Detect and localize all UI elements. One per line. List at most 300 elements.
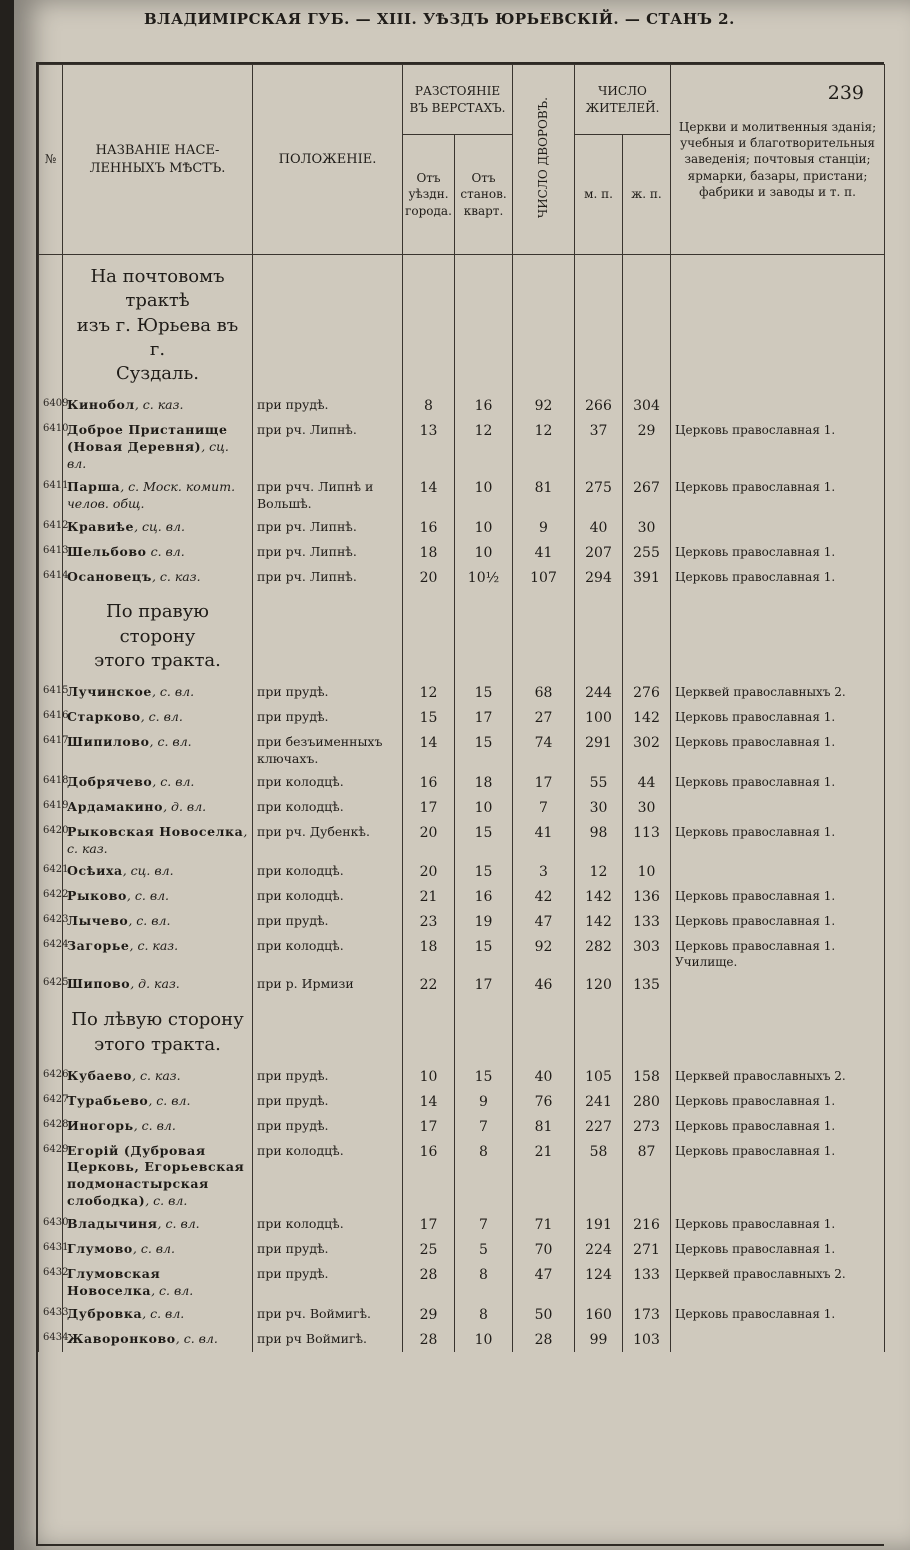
dvory-cell: 71: [513, 1213, 575, 1238]
settlement-name: Доброе Пристанище (Новая Деревня): [67, 422, 228, 455]
settlement-name: Старково: [67, 709, 141, 725]
settlement-name-cell: [63, 796, 253, 821]
distance-town-cell: 16: [403, 516, 455, 541]
empty-cell: [671, 255, 885, 395]
settlement-type: , д. вл.: [163, 798, 207, 814]
position-cell: при колодцѣ.: [253, 771, 403, 796]
distance-town-cell: 28: [403, 1328, 455, 1353]
entry-number: 6431: [39, 1238, 63, 1263]
notes-cell: Церковь православная 1.: [671, 566, 885, 591]
distance-town-cell: 8: [403, 394, 455, 419]
female-cell: 255: [623, 541, 671, 566]
settlement-name-cell: [63, 681, 253, 706]
notes-cell: Церквей православныхъ 2.: [671, 681, 885, 706]
entry-number: 6412: [39, 516, 63, 541]
header-dvory: [513, 65, 575, 255]
settlement-type: , с. вл.: [151, 684, 195, 700]
settlement-name: Шипово: [67, 976, 131, 992]
notes-cell: Церковь православная 1.: [671, 541, 885, 566]
section-heading-line: этого тракта.: [94, 1033, 221, 1055]
dvory-cell: 76: [513, 1090, 575, 1115]
position-cell: при колодцѣ.: [253, 860, 403, 885]
notes-cell: [671, 973, 885, 998]
settlement-name-cell: [63, 910, 253, 935]
dvory-cell: 70: [513, 1238, 575, 1263]
position-cell: при рч. Липнѣ.: [253, 566, 403, 591]
entry-number: 6421: [39, 860, 63, 885]
dvory-cell: 46: [513, 973, 575, 998]
settlement-name-cell: [63, 419, 253, 476]
position-cell: при рч. Дубенкѣ.: [253, 821, 403, 861]
distance-station-cell: 15: [455, 860, 513, 885]
section-num-cell: [39, 590, 63, 681]
position-cell: при колодцѣ.: [253, 935, 403, 973]
notes-cell: Церквей православныхъ 2.: [671, 1263, 885, 1303]
female-cell: 302: [623, 731, 671, 771]
distance-station-cell: 5: [455, 1238, 513, 1263]
female-cell: 142: [623, 706, 671, 731]
table-row: [39, 394, 885, 419]
header-residents-group: ЧИСЛО ЖИТЕЛЕЙ.: [575, 65, 671, 135]
position-cell: при прудѣ.: [253, 706, 403, 731]
header-num: №: [39, 65, 63, 255]
distance-station-cell: 8: [455, 1140, 513, 1214]
section-heading-line: По лѣвую сторону: [71, 1009, 244, 1031]
entry-number: 6410: [39, 419, 63, 476]
distance-town-cell: 17: [403, 796, 455, 821]
male-cell: 191: [575, 1213, 623, 1238]
table-row: [39, 1213, 885, 1238]
position-cell: при прудѣ.: [253, 1238, 403, 1263]
section-heading-line: изъ г. Юрьева въ г.: [76, 314, 239, 360]
notes-cell: [671, 860, 885, 885]
dvory-cell: 28: [513, 1328, 575, 1353]
dvory-cell: 42: [513, 885, 575, 910]
settlement-name-cell: [63, 1140, 253, 1214]
entry-number: 6427: [39, 1090, 63, 1115]
table-row: [39, 681, 885, 706]
settlement-type: , с. каз.: [132, 1067, 181, 1083]
settlement-name: Дубровка: [67, 1305, 143, 1321]
notes-cell: Церковь православная 1.: [671, 1303, 885, 1328]
female-cell: 158: [623, 1065, 671, 1090]
distance-town-cell: 21: [403, 885, 455, 910]
empty-cell: [455, 255, 513, 395]
settlement-type: , с. вл.: [128, 913, 171, 929]
notes-cell: Церковь православная 1.: [671, 885, 885, 910]
empty-cell: [455, 590, 513, 681]
settlement-name-cell: [63, 516, 253, 541]
male-cell: 291: [575, 731, 623, 771]
dvory-cell: 81: [513, 1115, 575, 1140]
section-heading: [63, 998, 253, 1065]
table-row: [39, 973, 885, 998]
female-cell: 29: [623, 419, 671, 476]
distance-town-cell: 23: [403, 910, 455, 935]
running-title: ВЛАДИМІРСКАЯ ГУБ. — XIII. УѢЗДЪ ЮРЬЕВСКІЙ. — СТАНЪ 2.: [144, 10, 735, 28]
section-heading: [63, 590, 253, 681]
settlement-name-cell: [63, 885, 253, 910]
table-row: [39, 860, 885, 885]
distance-station-cell: 9: [455, 1090, 513, 1115]
notes-cell: Церковь православная 1.: [671, 910, 885, 935]
distance-town-cell: 29: [403, 1303, 455, 1328]
settlement-name: Лучинское: [67, 684, 152, 700]
empty-cell: [623, 255, 671, 395]
position-cell: при рч. Липнѣ.: [253, 419, 403, 476]
table-body: [39, 255, 885, 1353]
settlement-name: Глумово: [67, 1240, 133, 1256]
notes-cell: Церквей православныхъ 2.: [671, 1065, 885, 1090]
table-row: [39, 796, 885, 821]
settlement-name-cell: [63, 706, 253, 731]
empty-cell: [513, 590, 575, 681]
notes-cell: [671, 1328, 885, 1353]
position-cell: при рч Воймигѣ.: [253, 1328, 403, 1353]
empty-cell: [671, 590, 885, 681]
distance-town-cell: 16: [403, 1140, 455, 1214]
empty-cell: [623, 998, 671, 1065]
female-cell: 30: [623, 516, 671, 541]
entry-number: 6425: [39, 973, 63, 998]
settlement-name-cell: [63, 973, 253, 998]
settlement-type: , с. каз.: [134, 397, 184, 413]
male-cell: 55: [575, 771, 623, 796]
settlement-type: , с. вл.: [175, 1330, 218, 1346]
female-cell: 113: [623, 821, 671, 861]
distance-town-cell: 14: [403, 731, 455, 771]
entry-number: 6417: [39, 731, 63, 771]
empty-cell: [513, 255, 575, 395]
distance-town-cell: 28: [403, 1263, 455, 1303]
position-cell: при р. Ирмизи: [253, 973, 403, 998]
distance-station-cell: 16: [455, 885, 513, 910]
settlement-name: Рыковская Новоселка: [67, 823, 244, 839]
dvory-cell: 74: [513, 731, 575, 771]
table-row: [39, 821, 885, 861]
distance-town-cell: 25: [403, 1238, 455, 1263]
table-row: [39, 516, 885, 541]
male-cell: 244: [575, 681, 623, 706]
notes-cell: Церковь православная 1.: [671, 1238, 885, 1263]
notes-cell: Церковь православная 1.: [671, 419, 885, 476]
settlement-name-cell: [63, 1090, 253, 1115]
male-cell: 282: [575, 935, 623, 973]
distance-station-cell: 10: [455, 796, 513, 821]
male-cell: 241: [575, 1090, 623, 1115]
position-cell: при прудѣ.: [253, 681, 403, 706]
distance-station-cell: 15: [455, 821, 513, 861]
settlement-type: , с. вл.: [126, 888, 170, 904]
settlement-type: , с. вл.: [140, 709, 183, 725]
settlement-name-cell: [63, 731, 253, 771]
header-notes: Церкви и молитвенныя зданія; учебныя и благотворительныя заведенія; почтовыя станціи; ярмарки, базары, пристани; фабрики и заводы и т. п.: [671, 65, 885, 255]
settlement-name-cell: [63, 1213, 253, 1238]
position-cell: при прудѣ.: [253, 394, 403, 419]
settlement-type: , с. вл.: [142, 1305, 185, 1321]
dvory-cell: 68: [513, 681, 575, 706]
female-cell: 173: [623, 1303, 671, 1328]
dvory-cell: 47: [513, 1263, 575, 1303]
section-heading-line: По правую сторону: [106, 601, 209, 647]
position-cell: при колодцѣ.: [253, 1213, 403, 1238]
distance-station-cell: 15: [455, 1065, 513, 1090]
position-cell: при рч. Липнѣ.: [253, 541, 403, 566]
header-female: ж. п.: [623, 135, 671, 255]
settlement-name-cell: [63, 1065, 253, 1090]
table-row: [39, 419, 885, 476]
entry-number: 6422: [39, 885, 63, 910]
distance-station-cell: 17: [455, 706, 513, 731]
settlement-name-cell: [63, 821, 253, 861]
header-distance-group: РАЗСТОЯНІЕ ВЪ ВЕРСТАХЪ.: [403, 65, 513, 135]
dvory-cell: 92: [513, 394, 575, 419]
distance-town-cell: 20: [403, 566, 455, 591]
settlement-name: Жаворонково: [67, 1330, 176, 1346]
dvory-cell: 107: [513, 566, 575, 591]
notes-cell: Церковь православная 1.: [671, 476, 885, 516]
dvory-cell: 81: [513, 476, 575, 516]
empty-cell: [623, 590, 671, 681]
header-dvory-text: ЧИСЛО ДВОРОВЪ.: [536, 96, 551, 218]
entry-number: 6423: [39, 910, 63, 935]
settlement-name-cell: [63, 394, 253, 419]
settlement-type: , с. Моск. комит. челов. общ.: [67, 479, 236, 511]
distance-town-cell: 17: [403, 1213, 455, 1238]
entry-number: 6424: [39, 935, 63, 973]
distance-town-cell: 18: [403, 935, 455, 973]
dvory-cell: 40: [513, 1065, 575, 1090]
notes-cell: Церковь православная 1.: [671, 1090, 885, 1115]
entry-number: 6434: [39, 1328, 63, 1353]
notes-cell: Церковь православная 1.: [671, 1213, 885, 1238]
empty-cell: [403, 590, 455, 681]
distance-station-cell: 8: [455, 1303, 513, 1328]
position-cell: при прудѣ.: [253, 1115, 403, 1140]
dvory-cell: 92: [513, 935, 575, 973]
settlement-name-cell: [63, 771, 253, 796]
header-dist-town: Отъ уѣздн. города.: [403, 135, 455, 255]
header-name: НАЗВАНІЕ НАСЕ-ЛЕННЫХЪ МѢСТЪ.: [63, 65, 253, 255]
header-position: ПОЛОЖЕНІЕ.: [253, 65, 403, 255]
settlement-name-cell: [63, 541, 253, 566]
section-heading: [63, 255, 253, 395]
settlement-type: , с. вл.: [149, 734, 192, 750]
entry-number: 6409: [39, 394, 63, 419]
dvory-cell: 3: [513, 860, 575, 885]
notes-cell: Церковь православная 1.: [671, 731, 885, 771]
distance-town-cell: 13: [403, 419, 455, 476]
female-cell: 267: [623, 476, 671, 516]
dvory-cell: 7: [513, 796, 575, 821]
male-cell: 224: [575, 1238, 623, 1263]
distance-station-cell: 15: [455, 935, 513, 973]
female-cell: 87: [623, 1140, 671, 1214]
male-cell: 37: [575, 419, 623, 476]
empty-cell: [671, 998, 885, 1065]
empty-cell: [513, 998, 575, 1065]
position-cell: при прудѣ.: [253, 1065, 403, 1090]
dvory-cell: 41: [513, 821, 575, 861]
settlement-name: Владычиня: [67, 1216, 158, 1232]
male-cell: 275: [575, 476, 623, 516]
entry-number: 6414: [39, 566, 63, 591]
settlement-type: , с. вл.: [132, 1240, 175, 1256]
female-cell: 10: [623, 860, 671, 885]
male-cell: 160: [575, 1303, 623, 1328]
distance-town-cell: 14: [403, 476, 455, 516]
distance-station-cell: 7: [455, 1213, 513, 1238]
settlement-name: Ардамакино: [67, 798, 164, 814]
male-cell: 207: [575, 541, 623, 566]
settlement-name-cell: [63, 1303, 253, 1328]
settlement-type: , с. вл.: [148, 1092, 191, 1108]
position-cell: при колодцѣ.: [253, 885, 403, 910]
female-cell: 304: [623, 394, 671, 419]
entry-number: 6433: [39, 1303, 63, 1328]
distance-town-cell: 18: [403, 541, 455, 566]
male-cell: 12: [575, 860, 623, 885]
female-cell: 133: [623, 1263, 671, 1303]
distance-station-cell: 10: [455, 1328, 513, 1353]
notes-cell: Церковь православная 1. Училище.: [671, 935, 885, 973]
distance-station-cell: 18: [455, 771, 513, 796]
settlement-name: Турабьево: [67, 1092, 149, 1108]
gazetteer-table-frame: [36, 62, 884, 1546]
settlement-name-cell: [63, 1263, 253, 1303]
male-cell: 98: [575, 821, 623, 861]
settlement-type: , с. вл.: [157, 1216, 200, 1232]
table-row: [39, 1115, 885, 1140]
entry-number: 6430: [39, 1213, 63, 1238]
gazetteer-table: [38, 64, 885, 1352]
position-cell: при прудѣ.: [253, 1090, 403, 1115]
dvory-cell: 41: [513, 541, 575, 566]
settlement-name-cell: [63, 935, 253, 973]
male-cell: 227: [575, 1115, 623, 1140]
female-cell: 103: [623, 1328, 671, 1353]
empty-cell: [253, 255, 403, 395]
female-cell: 280: [623, 1090, 671, 1115]
table-row: [39, 731, 885, 771]
header-male: м. п.: [575, 135, 623, 255]
settlement-type: , с. вл.: [145, 1193, 188, 1209]
male-cell: 100: [575, 706, 623, 731]
table-row: [39, 1263, 885, 1303]
dvory-cell: 27: [513, 706, 575, 731]
settlement-name: Шельбово: [67, 543, 147, 559]
table-row: [39, 1140, 885, 1214]
entry-number: 6419: [39, 796, 63, 821]
settlement-type: с. вл.: [146, 543, 185, 559]
table-row: [39, 1065, 885, 1090]
position-cell: при прудѣ.: [253, 1263, 403, 1303]
female-cell: 391: [623, 566, 671, 591]
female-cell: 273: [623, 1115, 671, 1140]
male-cell: 99: [575, 1328, 623, 1353]
position-cell: при прудѣ.: [253, 910, 403, 935]
female-cell: 44: [623, 771, 671, 796]
distance-station-cell: 12: [455, 419, 513, 476]
dvory-cell: 50: [513, 1303, 575, 1328]
notes-cell: [671, 796, 885, 821]
distance-town-cell: 20: [403, 860, 455, 885]
empty-cell: [575, 590, 623, 681]
settlement-name-cell: [63, 1328, 253, 1353]
distance-station-cell: 10: [455, 516, 513, 541]
settlement-name: Егорій (Дубровая Церковь, Егорьевская подмонастырская слободка): [67, 1142, 245, 1209]
settlement-name: Рыково: [67, 888, 127, 904]
notes-cell: Церковь православная 1.: [671, 1140, 885, 1214]
distance-station-cell: 8: [455, 1263, 513, 1303]
settlement-name-cell: [63, 1238, 253, 1263]
settlement-name: Шипилово: [67, 734, 150, 750]
section-heading-line: Суздаль.: [116, 363, 199, 385]
settlement-type: , с. каз.: [129, 938, 179, 954]
distance-town-cell: 16: [403, 771, 455, 796]
entry-number: 6420: [39, 821, 63, 861]
empty-cell: [253, 998, 403, 1065]
page-header: [14, 0, 910, 44]
section-heading-row: [39, 255, 885, 395]
entry-number: 6428: [39, 1115, 63, 1140]
male-cell: 30: [575, 796, 623, 821]
distance-town-cell: 15: [403, 706, 455, 731]
male-cell: 40: [575, 516, 623, 541]
male-cell: 142: [575, 885, 623, 910]
notes-cell: Церковь православная 1.: [671, 1115, 885, 1140]
settlement-type: , с. вл.: [151, 1282, 194, 1298]
female-cell: 136: [623, 885, 671, 910]
table-header: [39, 65, 885, 255]
empty-cell: [403, 998, 455, 1065]
male-cell: 120: [575, 973, 623, 998]
settlement-type: , с. каз.: [151, 568, 201, 584]
settlement-name: Добрячево: [67, 773, 153, 789]
distance-station-cell: 15: [455, 731, 513, 771]
female-cell: 30: [623, 796, 671, 821]
settlement-name: Глумовская Новоселка: [67, 1265, 161, 1298]
distance-station-cell: 10: [455, 476, 513, 516]
table-row: [39, 566, 885, 591]
distance-town-cell: 17: [403, 1115, 455, 1140]
settlement-type: , сц. вл.: [134, 518, 185, 534]
page-number: 239: [827, 82, 864, 104]
notes-cell: [671, 516, 885, 541]
section-heading-row: [39, 590, 885, 681]
position-cell: при рч. Воймигѣ.: [253, 1303, 403, 1328]
settlement-name-cell: [63, 1115, 253, 1140]
settlement-type: , с. вл.: [133, 1117, 176, 1133]
table-row: [39, 1238, 885, 1263]
distance-town-cell: 12: [403, 681, 455, 706]
settlement-name-cell: [63, 860, 253, 885]
male-cell: 124: [575, 1263, 623, 1303]
settlement-type: , сц. вл.: [67, 439, 229, 472]
male-cell: 266: [575, 394, 623, 419]
entry-number: 6426: [39, 1065, 63, 1090]
position-cell: при колодцѣ.: [253, 796, 403, 821]
settlement-type: , сц. вл.: [122, 863, 174, 879]
settlement-type: , с. вл.: [152, 773, 195, 789]
table-row: [39, 885, 885, 910]
distance-station-cell: 7: [455, 1115, 513, 1140]
empty-cell: [575, 998, 623, 1065]
header-dist-station: Отъ станов. кварт.: [455, 135, 513, 255]
settlement-name-cell: [63, 476, 253, 516]
section-num-cell: [39, 998, 63, 1065]
settlement-name: Лычево: [67, 913, 129, 929]
